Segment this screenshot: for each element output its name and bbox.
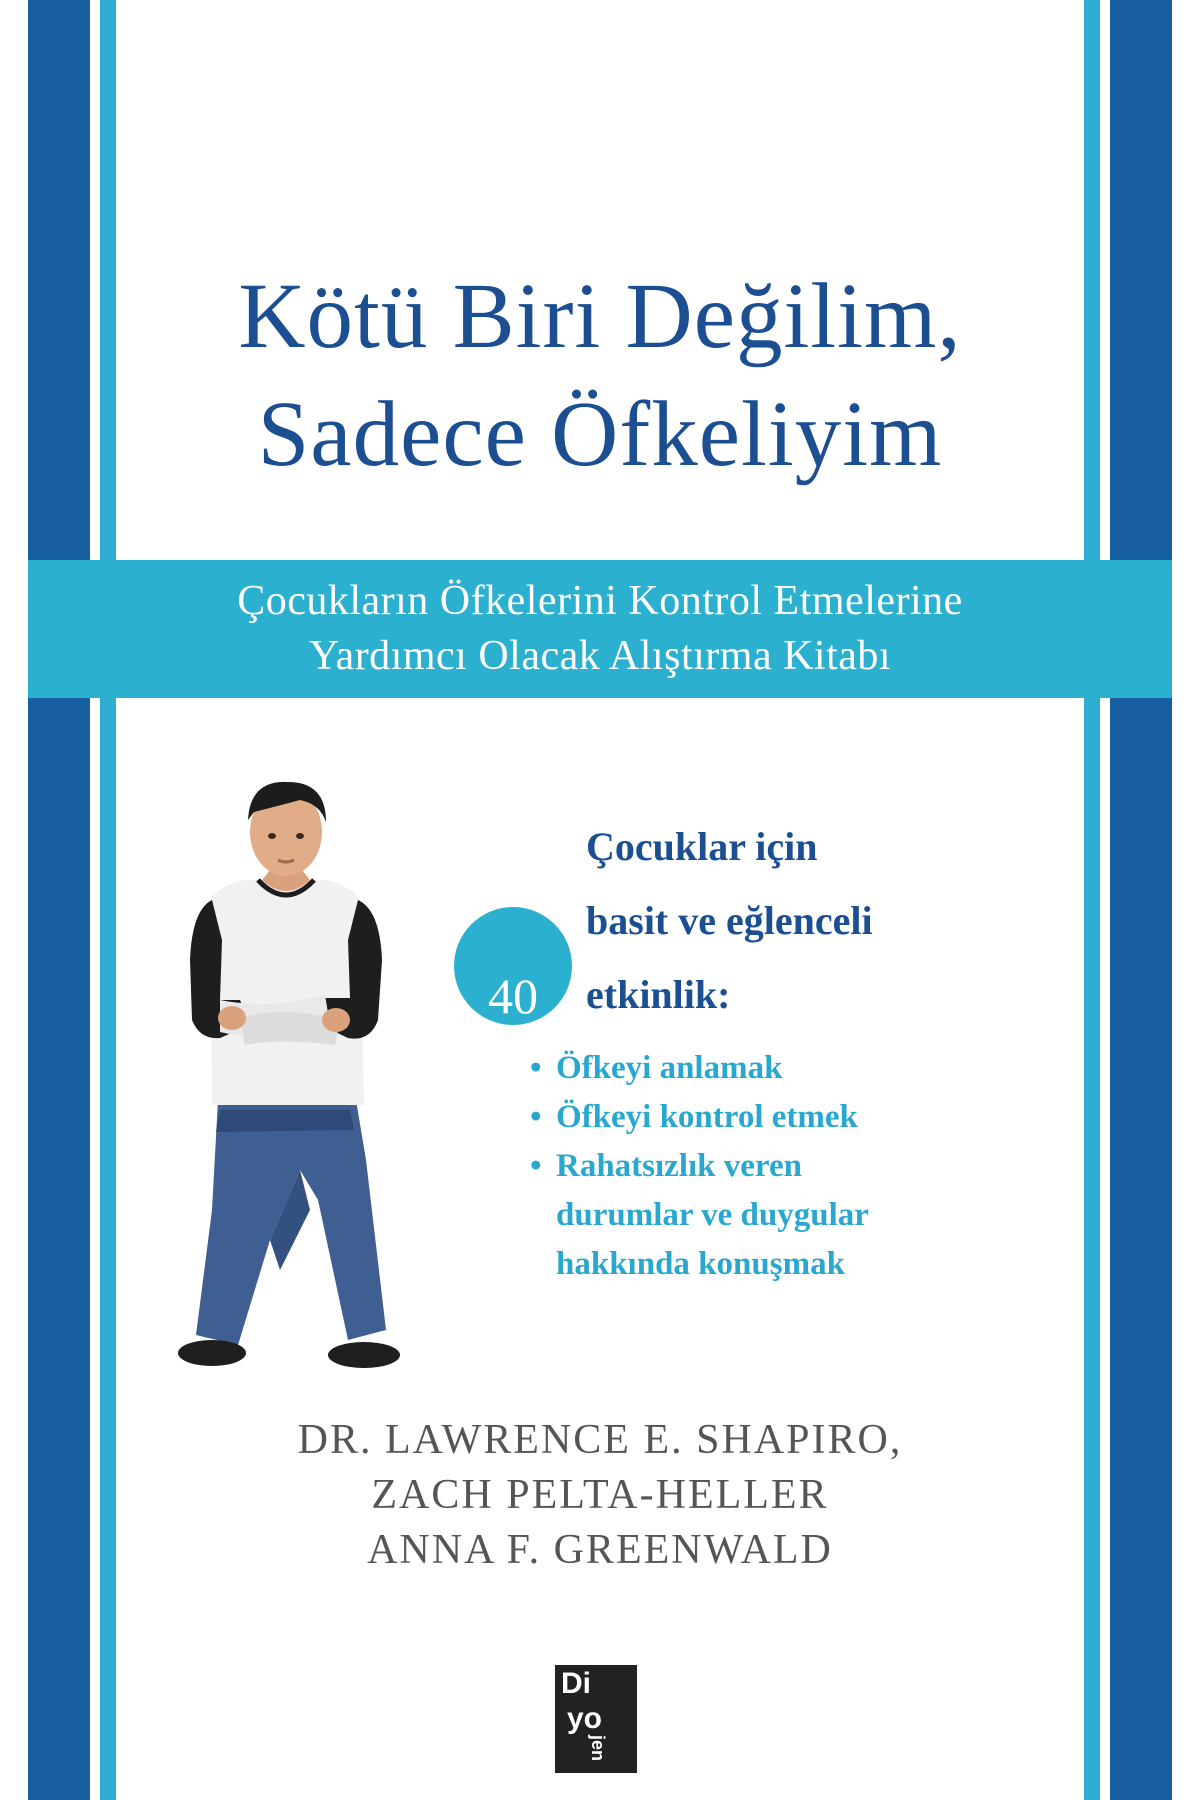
- activity-count: 40: [488, 968, 538, 1024]
- book-subtitle-line-2: Yardımcı Olacak Alıştırma Kitabı: [308, 633, 892, 679]
- logo-text: jen: [588, 1735, 608, 1762]
- promo-line-2: basit ve eğlenceli: [586, 898, 873, 943]
- book-title: [95, 258, 1105, 494]
- list-item-text: Rahatsızlık veren: [556, 1148, 802, 1184]
- book-subtitle-line-1: Çocukların Öfkelerini Kontrol Etmelerine: [237, 578, 963, 624]
- author-list: [95, 1413, 1105, 1578]
- book-title-line-2: Sadece Öfkeliyim: [257, 383, 943, 486]
- right-stripe-dark: [1110, 0, 1172, 1800]
- logo-text: Di: [561, 1667, 591, 1700]
- diyojen-logo-icon: [555, 1665, 637, 1773]
- list-item: • Öfkeyi kontrol etmek: [530, 1099, 858, 1135]
- author-name: ZACH PELTA-HELLER: [371, 1472, 829, 1518]
- author-name: ANNA F. GREENWALD: [367, 1527, 833, 1573]
- list-item: • Öfkeyi anlamak: [530, 1050, 783, 1086]
- book-title-line-1: Kötü Biri Değilim,: [238, 265, 962, 368]
- author-name: DR. LAWRENCE E. SHAPIRO,: [297, 1417, 903, 1463]
- logo-text: yo: [567, 1702, 603, 1735]
- list-item-continuation: durumlar ve duygular: [556, 1197, 869, 1233]
- boy-arms-crossed-icon: [150, 770, 420, 1390]
- list-item-continuation: hakkında konuşmak: [556, 1246, 845, 1282]
- promo-text: [586, 810, 1086, 1032]
- list-item-text: Öfkeyi kontrol etmek: [556, 1099, 858, 1135]
- list-item-text: Öfkeyi anlamak: [556, 1050, 783, 1086]
- left-stripe-dark: [28, 0, 90, 1800]
- promo-line-3: etkinlik:: [586, 972, 731, 1017]
- list-item: • Rahatsızlık veren durumlar ve duygular hakkında konuşmak: [528, 1142, 1088, 1289]
- activity-list: [528, 1044, 1088, 1289]
- book-subtitle: [28, 574, 1172, 684]
- promo-line-1: Çocuklar için: [586, 824, 818, 869]
